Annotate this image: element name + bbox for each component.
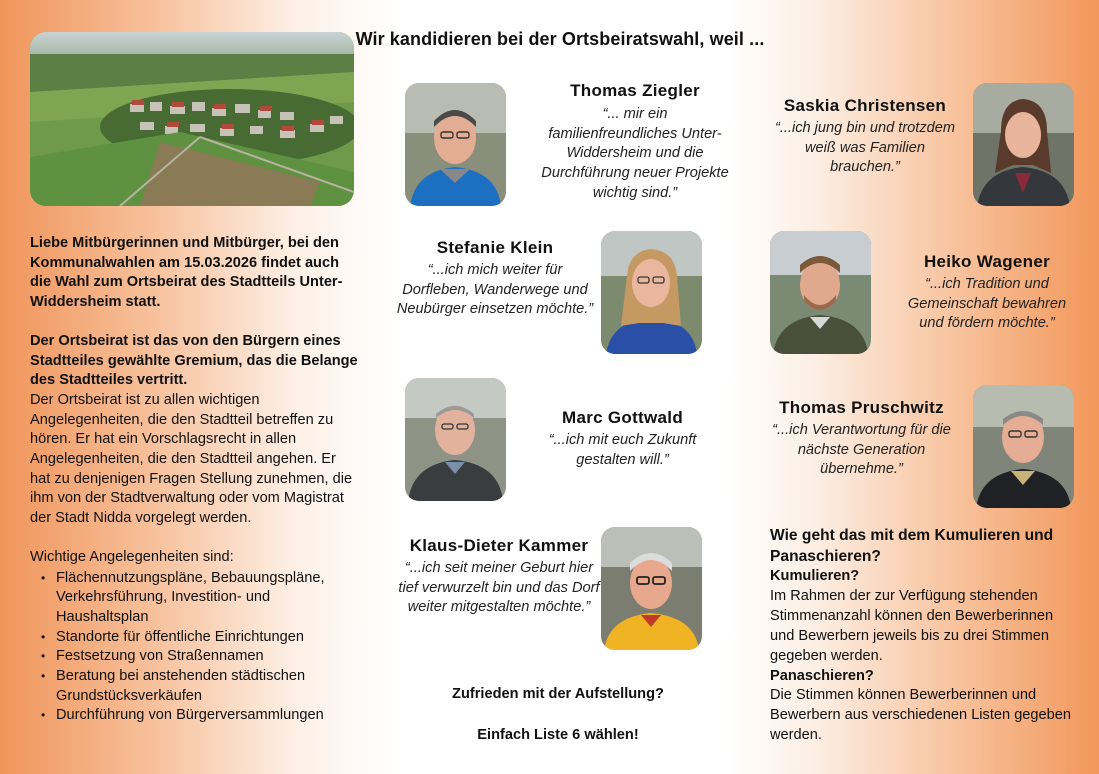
list-item: • Festsetzung von Straßennamen xyxy=(30,647,360,667)
definition-text: Der Ortsbeirat ist zu allen wichtigen Angelegenheiten, die den Stadtteil betreffen zu hören. Er hat ein Vorschlagsrecht in allen Angelegenheiten, die den Stadtteil angehen. Er hat zu denjenigen Fragen Stellung zunehmen, die ihm von der Stadtverwaltung oder vom Magistrat der Stadt Nidda vorgelegt werden. xyxy=(30,391,353,527)
kumulieren-text: Im Rahmen der zur Verfügung stehenden Stimmenanzahl können den Bewerberinnen und Bewerbern jeweils bis zu drei Stimmen gegeben werden. xyxy=(770,587,1054,664)
candidate-quote: “...ich seit meiner Geburt hier tief verwurzelt bin und das Dorf weiter mitgestalten möchte.” xyxy=(398,560,600,616)
list-item: • Flächennutzungspläne, Bebauungspläne, Verkehrsführung, Investition- und Haushaltsplan xyxy=(30,569,360,628)
candidate-stefanie-klein xyxy=(395,237,595,320)
voting-info xyxy=(770,525,1080,746)
candidate-photo-marc-gottwald xyxy=(405,378,506,501)
candidate-photo-klaus-dieter-kammer xyxy=(601,527,702,650)
candidate-klaus-dieter-kammer xyxy=(398,535,600,618)
greeting-text: Liebe Mitbürgerinnen und Mitbürger, bei den Kommunalwahlen am 15.03.2026 findet auch die Wahl zum Ortsbeirat des Stadtteils Unter-Widdersheim statt. xyxy=(30,235,343,311)
cta-action: Einfach Liste 6 wählen! xyxy=(477,727,639,743)
candidate-name: Heiko Wagener xyxy=(923,252,1051,271)
candidate-thomas-pruschwitz xyxy=(770,397,953,480)
candidate-thomas-ziegler xyxy=(540,80,730,204)
candidate-quote: “...ich jung bin und trotzdem weiß was Familien brauchen.” xyxy=(774,120,956,176)
candidate-quote: “...ich Verantwortung für die nächste Generation übernehme.” xyxy=(772,422,951,478)
candidate-quote: “...ich mit euch Zukunft gestalten will.” xyxy=(548,432,697,468)
candidate-photo-thomas-ziegler xyxy=(405,83,506,206)
list-item: • Standorte für öffentliche Einrichtungen xyxy=(30,628,360,648)
candidate-name: Klaus-Dieter Kammer xyxy=(409,536,589,555)
voting-question: Wie geht das mit dem Kumulieren und Panaschieren? xyxy=(770,527,1054,565)
cta-question: Zufrieden mit der Aufstellung? xyxy=(452,686,664,702)
candidate-quote: “...ich mich weiter für Dorfleben, Wanderwege und Neubürger einsetzen möchte.” xyxy=(396,262,594,318)
candidate-saskia-christensen xyxy=(772,95,958,178)
candidate-photo-saskia-christensen xyxy=(973,83,1074,206)
candidate-name: Thomas Ziegler xyxy=(570,81,700,100)
candidate-photo-thomas-pruschwitz xyxy=(973,385,1074,508)
page-title: Wir kandidieren bei der Ortsbeiratswahl, weil ... xyxy=(355,29,765,49)
candidate-name: Marc Gottwald xyxy=(561,408,684,427)
candidate-quote: “...ich Tradition und Gemeinschaft bewahren und fördern möchte.” xyxy=(907,276,1067,332)
kumulieren-title: Kumulieren? xyxy=(770,568,860,584)
candidate-marc-gottwald xyxy=(545,407,700,470)
definition-bold-text: Der Ortsbeirat ist das von den Bürgern eines Stadtteiles gewählte Gremium, das die Belange des Stadtteiles vertritt. xyxy=(30,332,358,389)
panaschieren-title: Panaschieren? xyxy=(770,667,874,684)
candidate-name: Saskia Christensen xyxy=(783,96,947,115)
list-title: Wichtige Angelegenheiten sind: xyxy=(30,548,234,565)
list-item: • Durchführung von Bürgerversammlungen xyxy=(30,706,360,726)
aerial-village-photo xyxy=(30,32,354,206)
intro-text xyxy=(30,234,360,726)
candidate-heiko-wagener xyxy=(895,251,1079,334)
list-item: • Beratung bei anstehenden städtischen Grundstücksverkäufen xyxy=(30,667,360,706)
candidate-photo-heiko-wagener xyxy=(770,231,871,354)
candidate-quote: “... mir ein familienfreundliches Unter-Widdersheim und die Durchführung neuer Projekte wichtig sind.” xyxy=(541,106,729,201)
candidate-photo-stefanie-klein xyxy=(601,231,702,354)
candidate-name: Stefanie Klein xyxy=(436,238,554,257)
candidate-name: Thomas Pruschwitz xyxy=(779,398,944,417)
topics-list xyxy=(30,569,360,727)
panaschieren-text: Die Stimmen können Bewerberinnen und Bewerbern aus verschiedenen Listen gegeben werden. xyxy=(770,687,1072,744)
